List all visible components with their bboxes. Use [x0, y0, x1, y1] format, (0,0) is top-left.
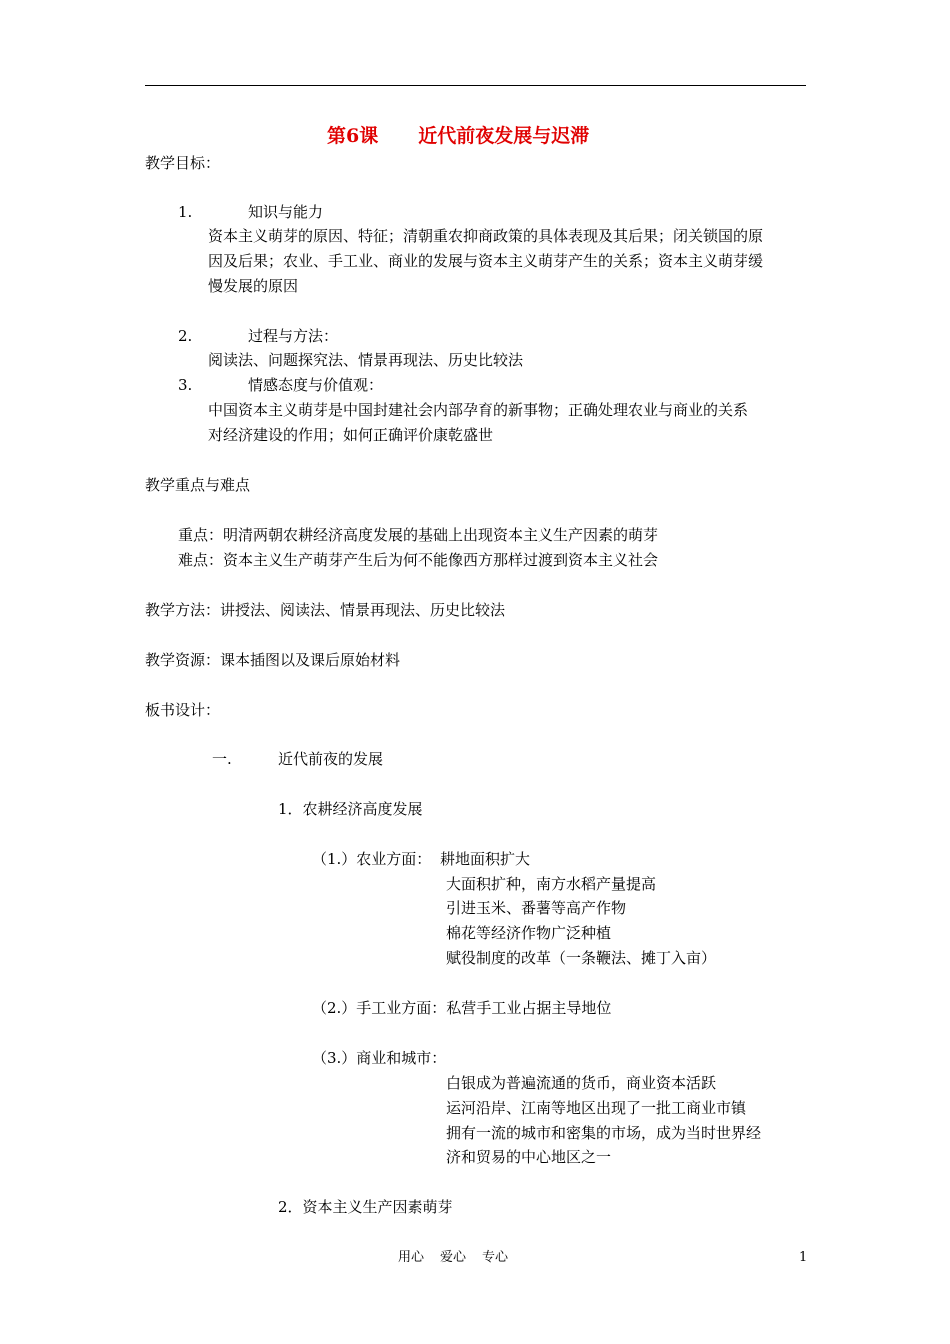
objective-3 [178, 375, 383, 395]
footer-motto-word: 专心 [482, 1250, 509, 1265]
header-rule [145, 85, 806, 86]
objective-label: 知识与能力 [248, 203, 324, 221]
key-point-difficulty: 难点：资本主义生产萌芽产生后为何不能像西方那样过渡到资本主义社会 [178, 551, 659, 569]
key-points-heading: 教学重点与难点 [145, 476, 251, 494]
footer-motto [398, 1248, 508, 1268]
commerce-item: 济和贸易的中心地区之一 [446, 1148, 612, 1166]
commerce-label: （3.）商业和城市： [312, 1049, 447, 1067]
agriculture-item: 引进玉米、番薯等高产作物 [446, 899, 627, 917]
commerce-item: 运河沿岸、江南等地区出现了一批工商业市镇 [446, 1099, 747, 1117]
board-section-number: 一. [212, 750, 232, 768]
objective-3-line: 对经济建设的作用；如何正确评价康乾盛世 [208, 426, 494, 444]
objective-2 [178, 326, 338, 346]
objectives-heading: 教学目标： [145, 154, 221, 172]
objective-3-line: 中国资本主义萌芽是中国封建社会内部孕育的新事物；正确处理农业与商业的关系 [208, 401, 749, 419]
lesson-title [327, 124, 589, 148]
footer-motto-word: 用心 [398, 1250, 425, 1265]
key-point-focus: 重点：明清两朝农耕经济高度发展的基础上出现资本主义生产因素的萌芽 [178, 526, 659, 544]
commerce-item: 拥有一流的城市和密集的市场，成为当时世界经 [446, 1124, 762, 1142]
board-design-heading: 板书设计： [145, 701, 221, 719]
commerce-item: 白银成为普遍流通的货币，商业资本活跃 [446, 1074, 717, 1092]
board-subsection: 1．农耕经济高度发展 [278, 800, 423, 818]
agriculture-item: 棉花等经济作物广泛种植 [446, 924, 612, 942]
objective-number: 3. [178, 376, 193, 394]
objective-1-line: 因及后果；农业、手工业、商业的发展与资本主义萌芽产生的关系；资本主义萌芽缓 [208, 252, 764, 270]
agriculture-item: 大面积扩种，南方水稻产量提高 [446, 875, 657, 893]
footer-motto-word: 爱心 [440, 1250, 467, 1265]
objective-1-line: 资本主义萌芽的原因、特征；清朝重农抑商政策的具体表现及其后果；闭关锁国的原 [208, 227, 764, 245]
handicraft-line: （2.）手工业方面：私营手工业占据主导地位 [312, 999, 612, 1017]
page-number: 1 [799, 1250, 808, 1265]
objective-1-line: 慢发展的原因 [208, 277, 299, 295]
lesson-number: 第6课 [327, 125, 379, 147]
agriculture-item: 赋役制度的改革（一条鞭法、摊丁入亩） [446, 949, 717, 967]
board-section-title: 近代前夜的发展 [278, 750, 384, 768]
objective-label: 情感态度与价值观： [248, 376, 384, 394]
objective-1 [178, 202, 323, 222]
teaching-method: 教学方法：讲授法、阅读法、情景再现法、历史比较法 [145, 601, 506, 619]
teaching-resources: 教学资源：课本插图以及课后原始材料 [145, 651, 401, 669]
objective-2-line: 阅读法、问题探究法、情景再现法、历史比较法 [208, 351, 524, 369]
lesson-name: 近代前夜发展与迟滞 [418, 125, 590, 147]
agriculture-item: 耕地面积扩大 [440, 850, 531, 868]
objective-label: 过程与方法： [248, 327, 339, 345]
board-subsection: 2．资本主义生产因素萌芽 [278, 1198, 453, 1216]
objective-number: 2. [178, 327, 193, 345]
objective-number: 1. [178, 203, 193, 221]
agriculture-label: （1.）农业方面： [312, 850, 432, 868]
